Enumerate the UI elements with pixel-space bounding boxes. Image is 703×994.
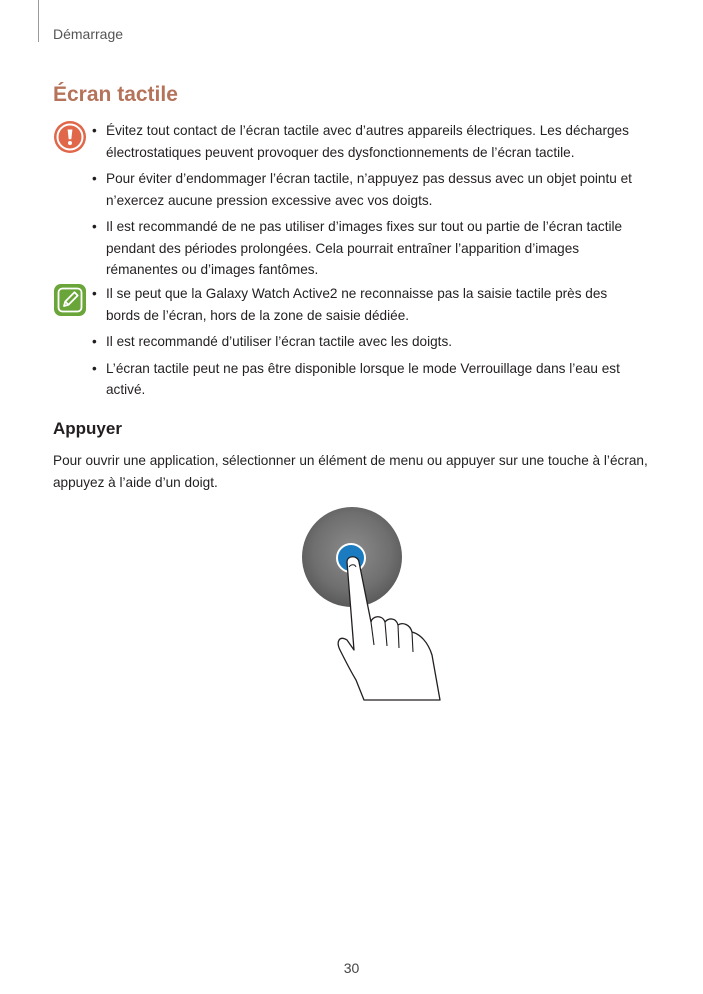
section-title: Écran tactile [53,83,178,106]
warning-icon [53,120,87,154]
page-number: 30 [343,960,360,976]
note-item: • Il se peut que la Galaxy Watch Active2 ne reconnaisse pas la saisie tactile près des bords de l’écran, hors de la zone de saisie dédiée. [92,286,608,323]
margin-rule [38,0,39,42]
note-pencil-icon [53,283,87,317]
warning-item: • Évitez tout contact de l’écran tactile avec d’autres appareils électriques. Les décharges électrostatiques peuvent provoquer des dysfonctionnements de l’écran tactile. [92,123,629,160]
tap-gesture-illustration [292,500,442,705]
warning-block [53,120,643,277]
subsection-title: Appuyer [53,419,122,438]
subsection-text: Pour ouvrir une application, sélectionner un élément de menu ou appuyer sur une touche à l’écran, appuyez à l’aide d’un doigt. [53,453,648,490]
note-item: • L’écran tactile peut ne pas être disponible lorsque le mode Verrouillage dans l’eau est activé. [92,360,620,397]
note-item: • Il est recommandé d’utiliser l’écran tactile avec les doigts. [92,334,453,349]
warning-item: • Pour éviter d’endommager l’écran tactile, n’appuyez pas dessus avec un objet pointu et n’exercez aucune pression excessive avec vos doigts. [92,171,632,208]
chapter-header: Démarrage [53,26,124,42]
warning-item: • Il est recommandé de ne pas utiliser d’images fixes sur tout ou partie de l’écran tactile pendant des périodes prolongées. Cela pourrait entraîner l’apparition d’images rémanentes ou d’images fantômes. [92,219,623,277]
note-block [53,283,643,398]
